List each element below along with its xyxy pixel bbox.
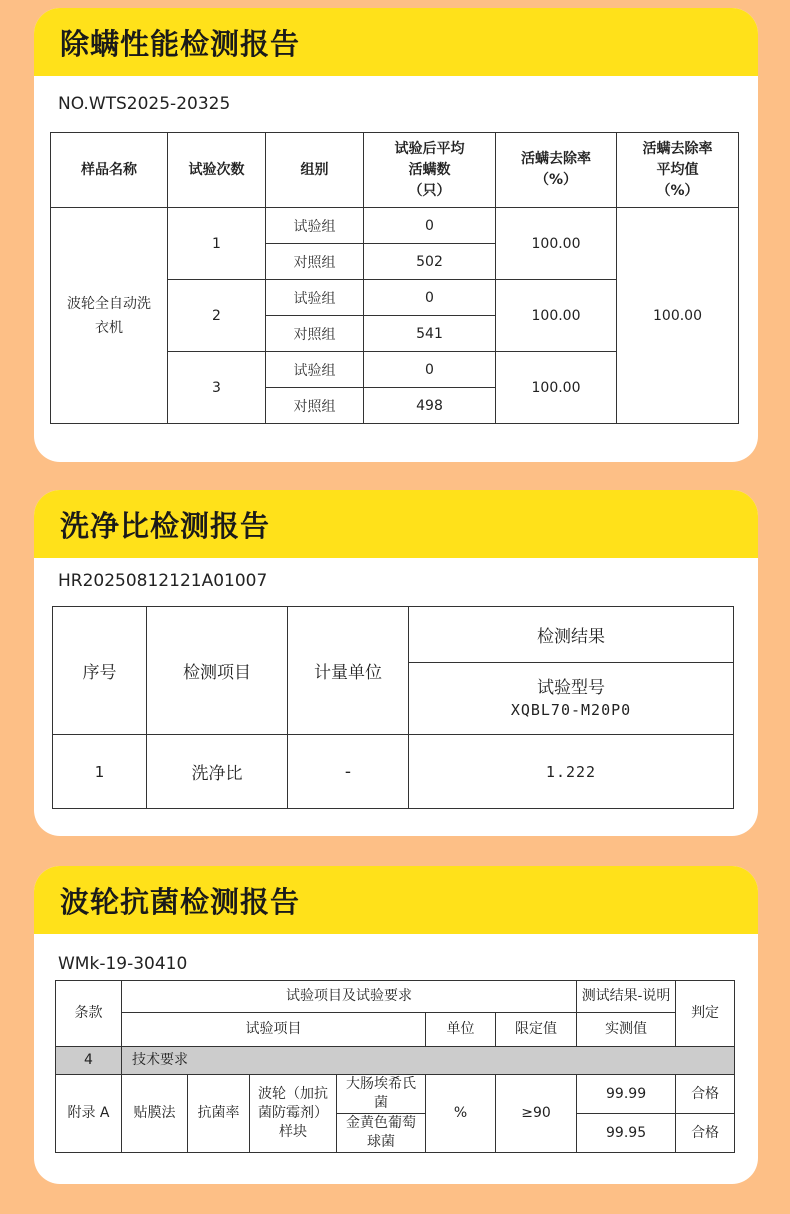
col-removal-avg (617, 133, 739, 208)
col-clause: 条款 (56, 981, 122, 1047)
bacteria-line: 菌 (374, 1095, 388, 1111)
unit-cell: % (426, 1075, 496, 1153)
antibac-report-table (55, 980, 735, 1153)
mite-report-title: 除螨性能检测报告 (60, 26, 301, 61)
trial-number: 2 (168, 280, 266, 352)
col-seq: 序号 (53, 607, 147, 735)
col-test-item: 试验项目 (122, 1013, 426, 1047)
col-removal-rate (496, 133, 617, 208)
header-line: 平均值 (656, 161, 699, 178)
measured-value: 99.99 (577, 1075, 676, 1114)
limit-cell: ≥90 (496, 1075, 577, 1153)
header-line: （只） (408, 182, 451, 199)
antibac-report-card (34, 866, 758, 1184)
wash-report-header (34, 490, 758, 558)
unit-cell: - (288, 735, 409, 809)
test-item-cell: 洗净比 (147, 735, 288, 809)
removal-rate: 100.00 (496, 280, 617, 352)
header-line: 活螨去除率 (521, 151, 591, 167)
bacteria-line: 金黄色葡萄 (346, 1115, 416, 1131)
header-line: （%） (656, 182, 699, 199)
wash-report-card (34, 490, 758, 836)
table-header-row (51, 133, 739, 208)
table-row (51, 208, 739, 244)
col-avg-live-mites (364, 133, 496, 208)
trial-number: 3 (168, 352, 266, 424)
sample-line: 样块 (279, 1124, 307, 1140)
sample-name-cell (51, 208, 168, 424)
col-verdict: 判定 (676, 981, 735, 1047)
trial-number: 1 (168, 208, 266, 280)
table-row (56, 1075, 735, 1114)
group-label: 对照组 (266, 244, 364, 280)
bacteria-line: 球菌 (367, 1134, 395, 1150)
wash-report-table (52, 606, 734, 809)
live-mite-count: 541 (364, 316, 496, 352)
section-label: 技术要求 (122, 1047, 735, 1075)
col-sample-name: 样品名称 (51, 133, 168, 208)
live-mite-count: 0 (364, 208, 496, 244)
bacteria-cell (337, 1075, 426, 1114)
col-test-item: 检测项目 (147, 607, 288, 735)
table-header-row (53, 607, 734, 663)
col-measured: 实测值 (577, 1013, 676, 1047)
verdict-cell: 合格 (676, 1114, 735, 1153)
result-value: 1.222 (409, 735, 734, 809)
antibac-report-number: WMk-19-30410 (58, 954, 188, 974)
removal-rate: 100.00 (496, 352, 617, 424)
bacteria-cell (337, 1114, 426, 1153)
col-result-desc: 测试结果-说明 (577, 981, 676, 1013)
header-line: 活螨数 (408, 161, 451, 178)
table-header-row (56, 981, 735, 1013)
col-trial-count: 试验次数 (168, 133, 266, 208)
live-mite-count: 498 (364, 388, 496, 424)
seq-cell: 1 (53, 735, 147, 809)
model-label: 试验型号 (537, 677, 605, 698)
sample-name-line: 衣机 (95, 319, 123, 336)
verdict-cell: 合格 (676, 1075, 735, 1114)
col-unit: 计量单位 (288, 607, 409, 735)
model-number: XQBL70-M20P0 (510, 700, 632, 719)
sample-cell (250, 1075, 337, 1153)
group-label: 对照组 (266, 316, 364, 352)
col-items-requirements: 试验项目及试验要求 (122, 981, 577, 1013)
sample-line: 波轮（加抗 (258, 1086, 328, 1102)
antibac-report-title: 波轮抗菌检测报告 (60, 884, 301, 919)
header-line: （%） (534, 172, 578, 188)
group-label: 对照组 (266, 388, 364, 424)
antibac-report-header (34, 866, 758, 934)
mite-report-table (50, 132, 739, 424)
header-line: 活螨去除率 (642, 140, 713, 157)
col-group: 组别 (266, 133, 364, 208)
group-label: 试验组 (266, 208, 364, 244)
group-label: 试验组 (266, 352, 364, 388)
live-mite-count: 502 (364, 244, 496, 280)
mite-report-number: NO.WTS2025-20325 (58, 94, 231, 114)
col-unit: 单位 (426, 1013, 496, 1047)
sample-line: 菌防霉剂） (258, 1105, 328, 1121)
mite-report-card (34, 8, 758, 462)
table-row (53, 735, 734, 809)
removal-rate: 100.00 (496, 208, 617, 280)
live-mite-count: 0 (364, 280, 496, 316)
section-row (56, 1047, 735, 1075)
wash-report-title: 洗净比检测报告 (60, 508, 271, 543)
group-label: 试验组 (266, 280, 364, 316)
col-limit: 限定值 (496, 1013, 577, 1047)
sample-name-line: 波轮全自动洗 (67, 295, 151, 312)
model-header (409, 663, 734, 735)
method-cell: 贴膜法 (122, 1075, 188, 1153)
measured-value: 99.95 (577, 1114, 676, 1153)
header-line: 试验后平均 (394, 140, 465, 157)
bacteria-line: 大肠埃希氏 (346, 1076, 416, 1092)
live-mite-count: 0 (364, 352, 496, 388)
section-number: 4 (56, 1047, 122, 1075)
mite-report-header (34, 8, 758, 76)
wash-report-number: HR20250812121A01007 (58, 571, 268, 591)
table-header-row (56, 1013, 735, 1047)
removal-average: 100.00 (617, 208, 739, 424)
clause-cell: 附录 A (56, 1075, 122, 1153)
col-result: 检测结果 (409, 607, 734, 663)
metric-cell: 抗菌率 (188, 1075, 250, 1153)
